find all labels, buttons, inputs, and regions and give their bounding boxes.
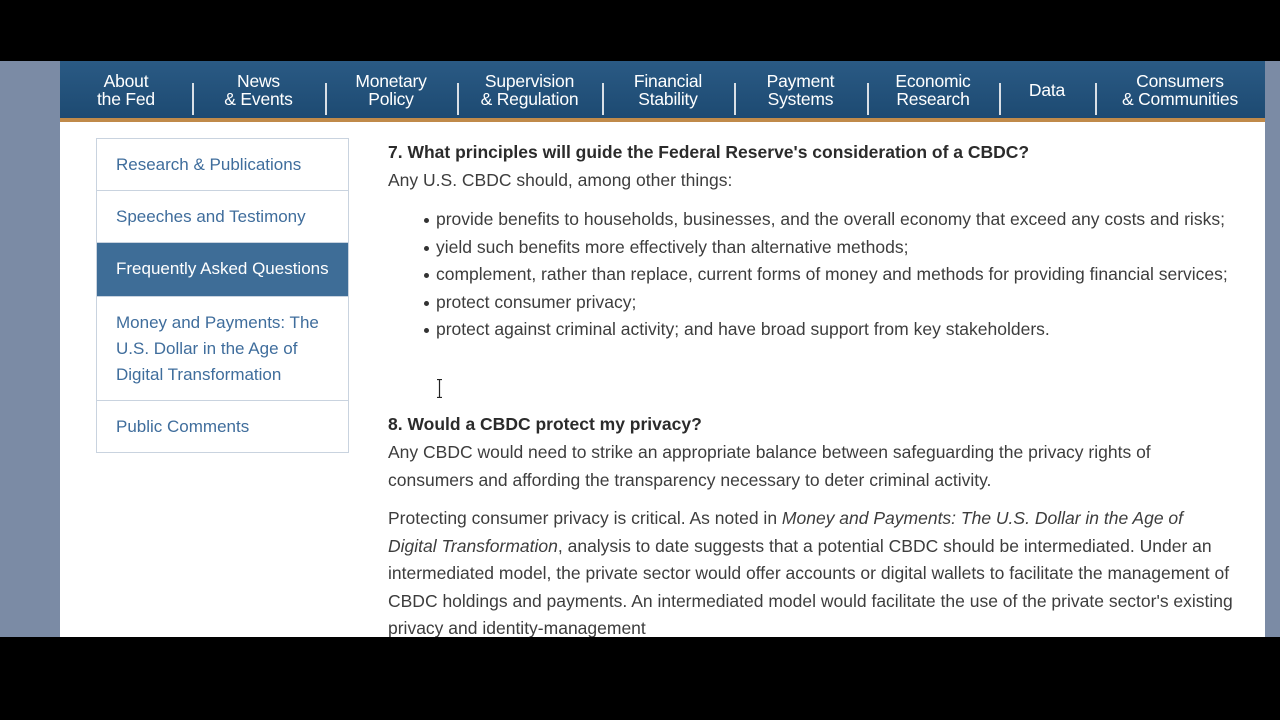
nav-data[interactable]: Data xyxy=(999,61,1095,118)
principles-list xyxy=(388,206,1236,344)
faq-question-8-heading: 8. Would a CBDC protect my privacy? xyxy=(388,414,702,434)
nav-supervision-regulation[interactable]: Supervision & Regulation xyxy=(457,61,602,118)
nav-economic-research[interactable]: Economic Research xyxy=(867,61,999,118)
sidebar-item-public-comments[interactable]: Public Comments xyxy=(97,400,348,452)
sidebar-item-speeches-testimony[interactable]: Speeches and Testimony xyxy=(97,190,348,242)
paragraph-text: , analysis to date suggests that a potential CBDC should be intermediated. Under an intermediated model, the private sector would offer accounts or digital wallets to facilitate the management of CBDC holdings and payments. An intermediated model would facilitate the use of the private sector's existing privacy and identity-management xyxy=(388,535,1233,637)
nav-financial-stability[interactable]: Financial Stability xyxy=(602,61,734,118)
publication-title: Money and Payments: The U.S. Dollar in the Age of Digital Transformation xyxy=(388,508,1184,556)
browser-viewport xyxy=(0,61,1280,637)
faq-question-7-intro: Any U.S. CBDC should, among other things: xyxy=(388,170,733,190)
sidebar-item-money-and-payments[interactable]: Money and Payments: The U.S. Dollar in the Age of Digital Transformation xyxy=(97,296,348,400)
web-page xyxy=(60,61,1265,637)
list-item: protect against criminal activity; and have broad support from key stakeholders. xyxy=(436,316,1236,344)
list-item: complement, rather than replace, current forms of money and methods for providing financial services; xyxy=(436,261,1236,289)
nav-consumers-communities[interactable]: Consumers & Communities xyxy=(1095,61,1265,118)
text-cursor-icon xyxy=(437,379,442,398)
sidebar-item-research-publications[interactable]: Research & Publications xyxy=(116,155,302,174)
list-item: provide benefits to households, businesses, and the overall economy that exceed any costs and risks; xyxy=(436,206,1236,234)
sidebar-item-faq[interactable]: Frequently Asked Questions xyxy=(97,242,348,296)
list-item: protect consumer privacy; xyxy=(436,289,1236,317)
nav-payment-systems[interactable]: Payment Systems xyxy=(734,61,867,118)
faq-question-8-paragraph-2 xyxy=(388,505,1233,637)
nav-about-the-fed[interactable]: About the Fed xyxy=(97,70,155,109)
scrolled-text-fragment xyxy=(388,119,1008,125)
nav-monetary-policy[interactable]: Monetary Policy xyxy=(325,61,457,118)
nav-news-events[interactable]: News & Events xyxy=(192,61,325,118)
sidebar-navigation xyxy=(96,138,349,453)
main-content xyxy=(388,61,1238,637)
paragraph-text: Protecting consumer privacy is critical. As noted in xyxy=(388,508,782,528)
list-item: yield such benefits more effectively than alternative methods; xyxy=(436,234,1236,262)
faq-question-7-heading: 7. What principles will guide the Federal Reserve's consideration of a CBDC? xyxy=(388,142,1030,162)
faq-question-8-paragraph-1: Any CBDC would need to strike an appropriate balance between safeguarding the privacy rights of consumers and affording the transparency necessary to deter criminal activity. xyxy=(388,442,1151,490)
